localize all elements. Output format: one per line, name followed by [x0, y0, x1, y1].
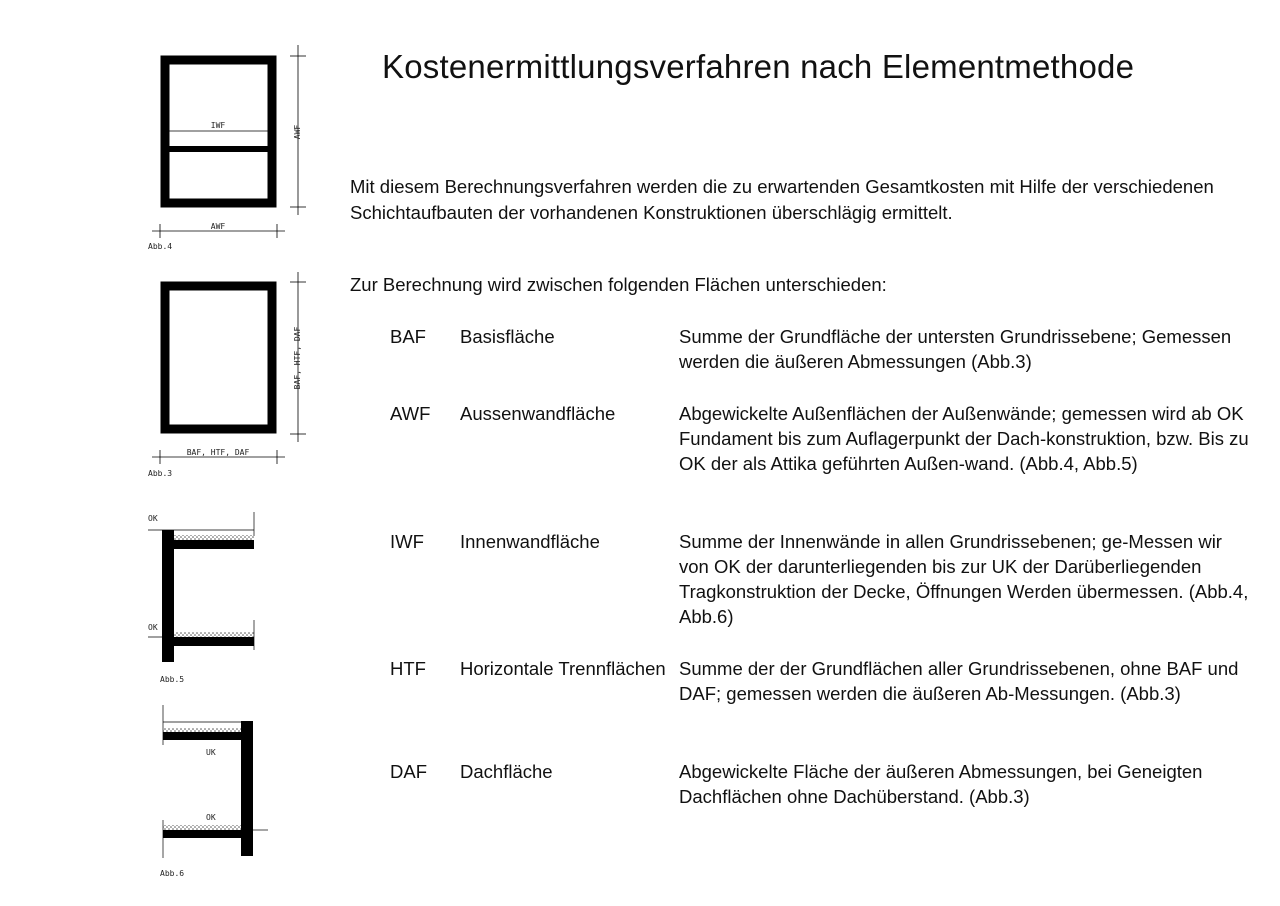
definition-abbr: BAF [390, 326, 426, 347]
definitions-heading: Zur Berechnung wird zwischen folgenden Flächen unterschieden: [350, 274, 887, 295]
page-title: Kostenermittlungsverfahren nach Elementmethode [382, 48, 1135, 85]
abb5-top-label: OK [148, 514, 158, 523]
abb5-lower-screed [174, 632, 254, 637]
abb3-outer-wall [165, 286, 272, 429]
abb5-lower-slab [174, 637, 254, 646]
definition-term: Dachfläche [460, 761, 553, 782]
abb6-upper-slab [163, 732, 241, 740]
figure-abb3 [148, 272, 306, 478]
figure-abb4 [148, 45, 306, 251]
definition-abbr: AWF [390, 403, 431, 424]
definition-term: Basisfläche [460, 326, 555, 347]
abb5-bottom-label: OK [148, 623, 158, 632]
abb3-caption: Abb.3 [148, 469, 173, 478]
figure-abb5 [148, 512, 254, 684]
abb4-inner-wall [165, 146, 272, 152]
abb5-caption: Abb.5 [160, 675, 185, 684]
definition-abbr: IWF [390, 531, 424, 552]
definition-term: Aussenwandfläche [460, 403, 616, 424]
abb4-caption: Abb.4 [148, 242, 173, 251]
figure-abb6 [160, 705, 268, 878]
abb4-bottom-label: AWF [210, 222, 226, 231]
definition-abbr: HTF [390, 658, 426, 679]
definition-term: Innenwandfläche [460, 531, 600, 552]
definition-desc: Summe der der Grundflächen aller Grundrissebenen, ohne BAF und DAF; gemessen werden die äußeren Ab-Messungen. (Abb.3) [679, 658, 1239, 704]
abb6-top-label: UK [206, 748, 216, 757]
definition-desc: Summe der Grundfläche der untersten Grundrissebene; Gemessen werden die äußeren Abmessungen (Abb.3) [679, 326, 1232, 372]
abb5-upper-screed [174, 535, 254, 540]
abb6-upper-screed [163, 728, 241, 732]
abb6-wall [241, 721, 253, 856]
abb4-outer-wall [165, 60, 272, 203]
abb4-side-label: AWF [293, 124, 302, 140]
abb6-lower-screed [163, 825, 241, 830]
definition-term: Horizontale Trennflächen [460, 658, 666, 679]
abb3-side-label: BAF, HTF, DAF [293, 326, 302, 390]
definition-abbr: DAF [390, 761, 427, 782]
abb5-wall [162, 530, 174, 662]
abb6-lower-slab [163, 830, 241, 838]
definition-desc: Abgewickelte Fläche der äußeren Abmessungen, bei Geneigten Dachflächen ohne Dachüberstand. (Abb.3) [679, 761, 1203, 807]
abb3-bottom-label: BAF, HTF, DAF [186, 448, 250, 457]
abb6-bottom-label: OK [206, 813, 216, 822]
abb4-iwf-label: IWF [210, 121, 226, 130]
intro-paragraph: Mit diesem Berechnungsverfahren werden die zu erwartenden Gesamtkosten mit Hilfe der verschiedenen Schichtaufbauten der vorhandenen Konstruktionen überschlägig ermittelt. [350, 176, 1214, 223]
abb5-upper-slab [174, 540, 254, 549]
definition-desc: Abgewickelte Außenflächen der Außenwände; gemessen wird ab OK Fundament bis zum Auflagerpunkt der Dach-konstruktion, bzw. Bis zu OK der als Attika geführten Außen-wand. (Abb.4, Abb.5) [679, 403, 1249, 474]
abb6-caption: Abb.6 [160, 869, 185, 878]
definition-desc: Summe der Innenwände in allen Grundrissebenen; ge-Messen wir von OK der darunterliegenden bis zur UK der Darüberliegenden Tragkonstruktion der Decke, Öffnungen Werden übermessen. (Abb.4, Abb.6) [679, 531, 1249, 627]
